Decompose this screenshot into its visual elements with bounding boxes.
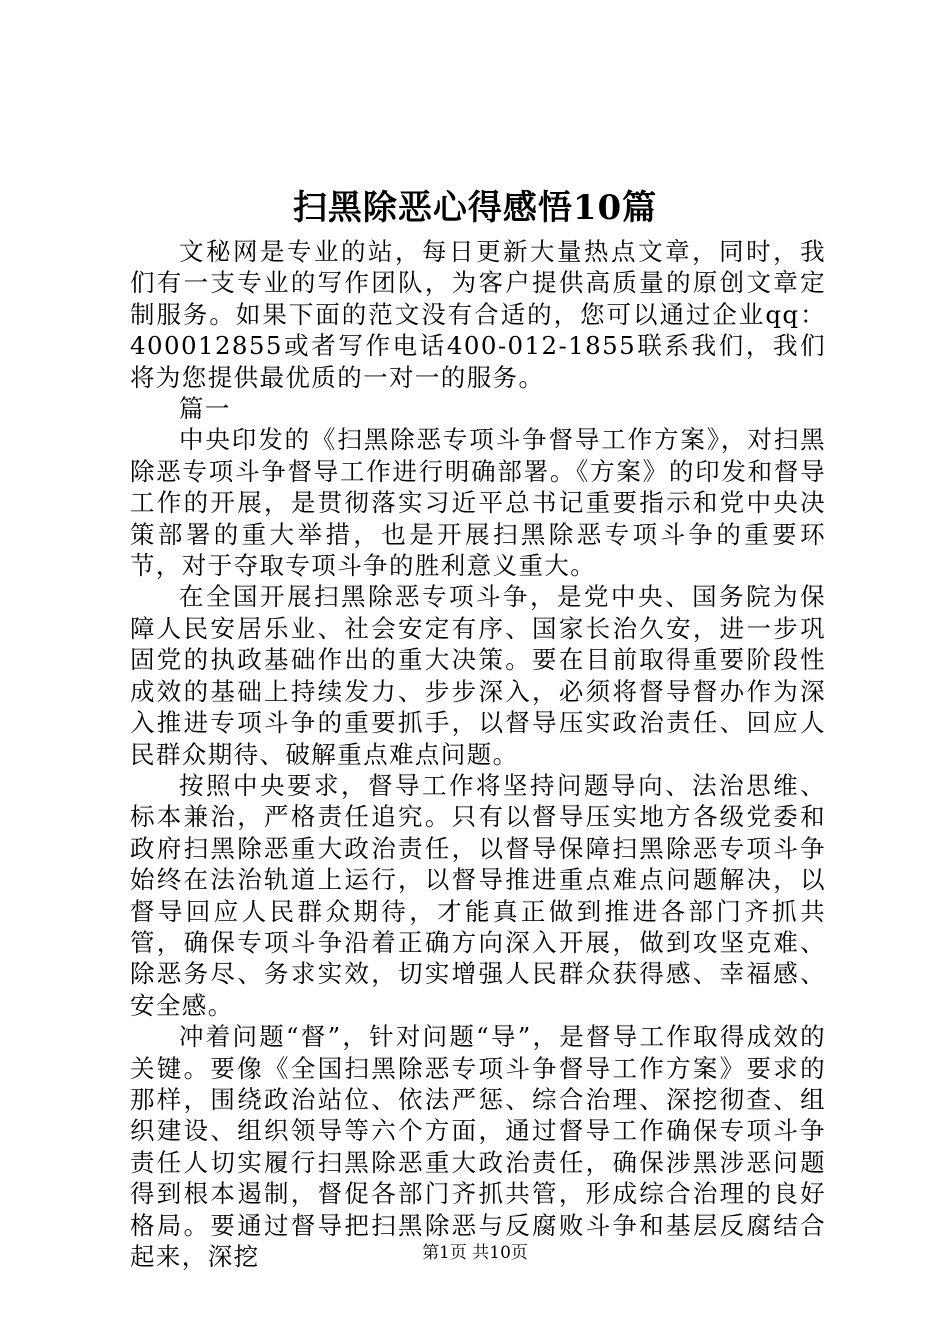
section-heading: 篇一	[179, 394, 231, 424]
page-footer: 第1页 共10页	[422, 1243, 528, 1263]
body-paragraph: 在全国开展扫黑除恶专项斗争，是党中央、国务院为保障人民安居乐业、社会安定有序、国家长治久安，进一步巩固党的执政基础作出的重大决策。要在目前取得重要阶段性成效的基础上持续发力、步步深入，必须将督导督办作为深入推进专项斗争的重要抓手，以督导压实政治责任、回应人民群众期待、破解重点难点问题。	[130, 582, 826, 769]
document-body	[130, 236, 826, 1272]
body-paragraph: 中央印发的《扫黑除恶专项斗争督导工作方案》，对扫黑除恶专项斗争督导工作进行明确部署。《方案》的印发和督导工作的开展，是贯彻落实习近平总书记重要指示和党中央决策部署的重大举措，也是开展扫黑除恶专项斗争的重要环节，对于夺取专项斗争的胜利意义重大。	[130, 425, 826, 581]
body-paragraph: 冲着问题“督”，针对问题“导”，是督导工作取得成效的关键。要像《全国扫黑除恶专项斗争督导工作方案》要求的那样，围绕政治站位、依法严惩、综合治理、深挖彻查、组织建设、组织领导等六个方面，通过督导工作确保专项斗争责任人切实履行扫黑除恶重大政治责任，确保涉黑涉恶问题得到根本遏制，督促各部门齐抓共管，形成综合治理的良好格局。要通过督导把扫黑除恶与反腐败斗争和基层反腐结合起来，深挖	[130, 1022, 826, 1271]
body-paragraph: 按照中央要求，督导工作将坚持问题导向、法治思维、标本兼治，严格责任追究。只有以督导压实地方各级党委和政府扫黑除恶重大政治责任，以督导保障扫黑除恶专项斗争始终在法治轨道上运行，以督导推进重点难点问题解决，以督导回应人民群众期待，才能真正做到推进各部门齐抓共管，确保专项斗争沿着正确方向深入开展，做到攻坚克难、除恶务尽、务求实效，切实增强人民群众获得感、幸福感、安全感。	[130, 770, 826, 1020]
intro-paragraph: 文秘网是专业的站，每日更新大量热点文章，同时，我们有一支专业的写作团队，为客户提供高质量的原创文章定制服务。如果下面的范文没有合适的，您可以通过企业qq：400012855或者写作电话400-012-1855联系我们，我们将为您提供最优质的一对一的服务。	[130, 237, 826, 392]
document-title: 扫黑除恶心得感悟10篇	[292, 188, 658, 228]
